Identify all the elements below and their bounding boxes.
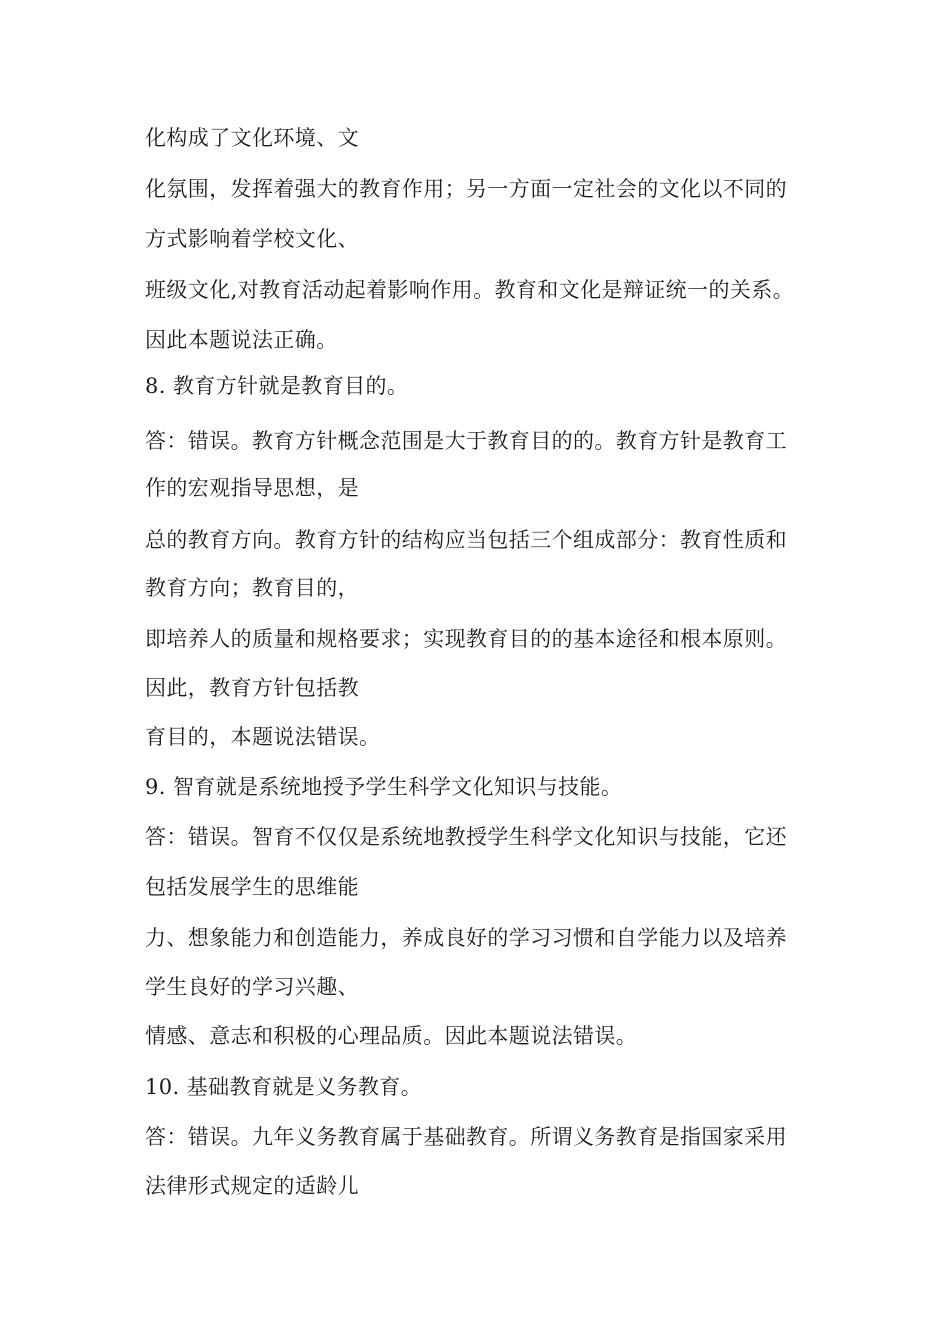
question-8: 8. 教育方针就是教育目的。: [145, 374, 409, 398]
text-line: 答：错误。智育不仅仅是系统地教授学生科学文化知识与技能，它还: [145, 825, 787, 849]
text-line: 作的宏观指导思想，是: [145, 476, 359, 500]
text-line: 化氛围，发挥着强大的教育作用；另一方面一定社会的文化以不同的: [145, 177, 787, 201]
text-line: 学生良好的学习兴趣、: [145, 975, 359, 999]
text-line: 力、想象能力和创造能力，养成良好的学习习惯和自学能力以及培养: [145, 926, 787, 950]
text-line: 即培养人的质量和规格要求；实现教育目的的基本途径和根本原则。: [145, 627, 787, 651]
text-line: 化构成了文化环境、文: [145, 126, 359, 150]
text-line: 答：错误。教育方针概念范围是大于教育目的的。教育方针是教育工: [145, 429, 787, 453]
text-line: 教育方向；教育目的，: [145, 576, 359, 600]
text-line: 法律形式规定的适龄儿: [145, 1174, 359, 1198]
question-9: 9. 智育就是系统地授予学生科学文化知识与技能。: [145, 775, 623, 799]
text-line: 情感、意志和积极的心理品质。因此本题说法错误。: [145, 1024, 638, 1048]
text-line: 育目的，本题说法错误。: [145, 725, 381, 749]
text-line: 答：错误。九年义务教育属于基础教育。所谓义务教育是指国家采用: [145, 1125, 787, 1149]
question-10: 10. 基础教育就是义务教育。: [145, 1075, 423, 1099]
text-line: 班级文化,对教育活动起着影响作用。教育和文化是辩证统一的关系。: [145, 278, 795, 302]
text-line: 总的教育方向。教育方针的结构应当包括三个组成部分：教育性质和: [145, 528, 787, 552]
text-line: 因此本题说法正确。: [145, 328, 338, 352]
text-line: 方式影响着学校文化、: [145, 227, 359, 251]
text-line: 因此，教育方针包括教: [145, 676, 359, 700]
text-line: 包括发展学生的思维能: [145, 875, 359, 899]
